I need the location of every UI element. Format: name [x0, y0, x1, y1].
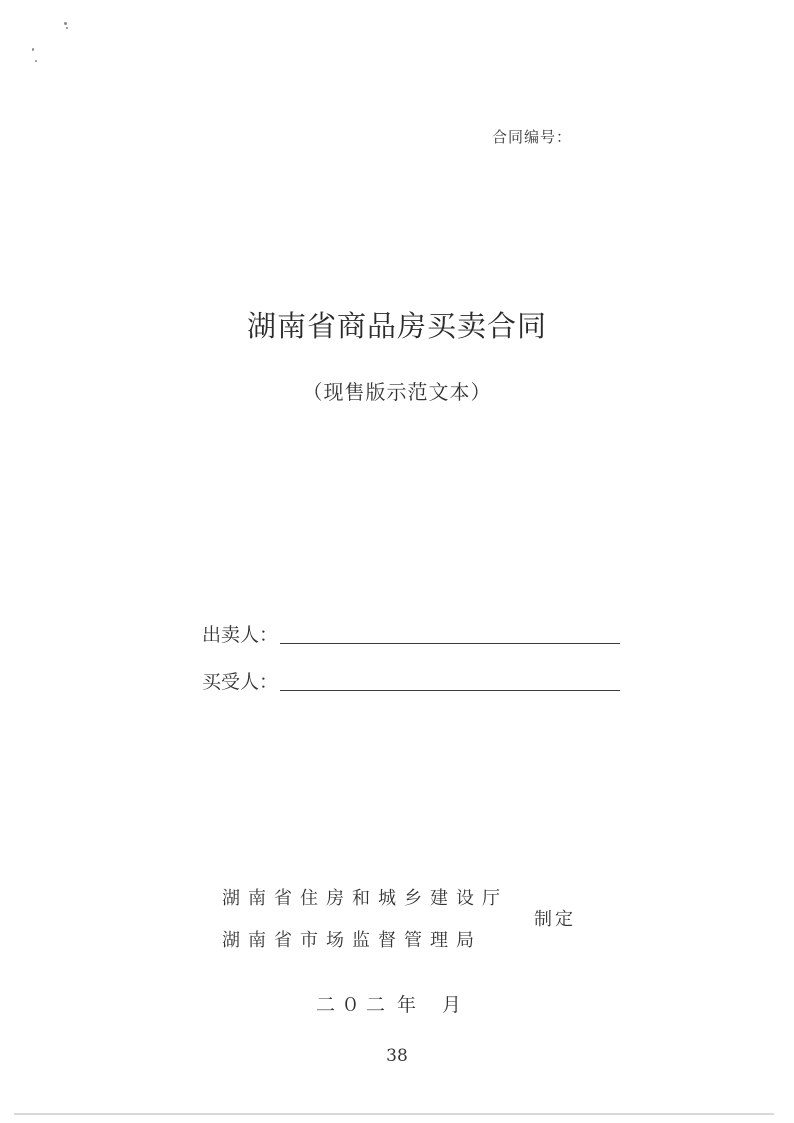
buyer-field	[202, 667, 620, 693]
issuer-housing-department: 湖南省住房和城乡建设厅	[222, 888, 508, 909]
buyer-blank-line	[280, 690, 620, 691]
scan-speck	[32, 48, 34, 51]
scan-speck	[66, 27, 68, 29]
seller-label: 出卖人：	[202, 624, 279, 646]
page-number: 38	[386, 1046, 408, 1066]
scan-speck	[64, 22, 67, 25]
buyer-label: 买受人：	[202, 671, 279, 693]
date-month-label: 月	[442, 994, 462, 1016]
date-year-label: 年	[397, 994, 417, 1016]
seller-field	[202, 620, 620, 646]
seller-blank-line	[280, 643, 620, 644]
document-title: 湖南省商品房买卖合同	[246, 309, 547, 343]
contract-number-label: 合同编号：	[492, 128, 573, 146]
date-year-prefix: 二０二	[316, 994, 392, 1016]
scan-speck	[35, 60, 37, 62]
document-subtitle: （现售版示范文本）	[302, 380, 492, 404]
scan-bottom-edge	[14, 1113, 774, 1115]
issuer-market-regulation: 湖南省市场监督管理局	[222, 930, 482, 951]
date-spacer	[422, 990, 436, 1017]
issue-date	[316, 990, 461, 1017]
made-by-label: 制定	[534, 909, 576, 930]
